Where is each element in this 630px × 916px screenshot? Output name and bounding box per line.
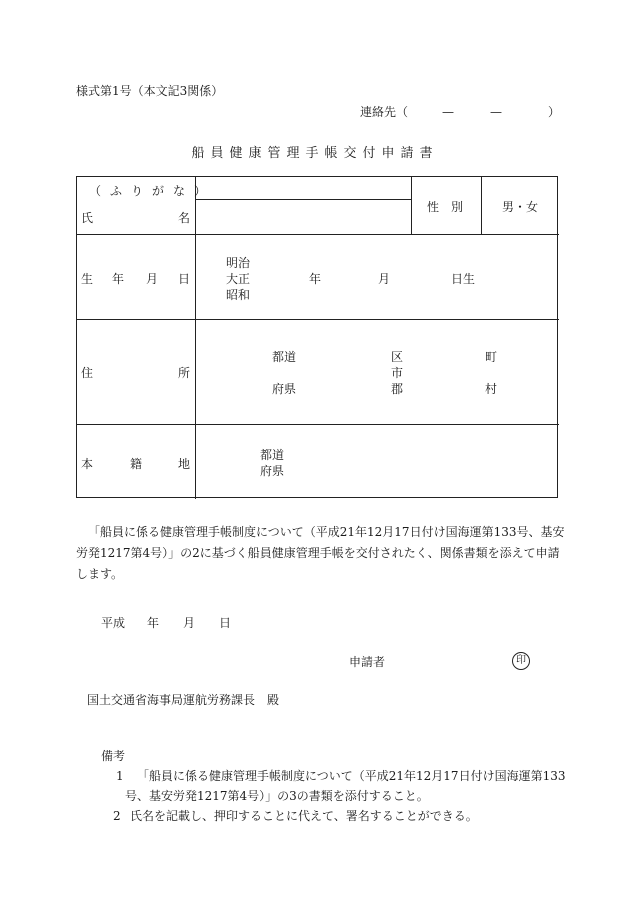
application-form-table [76,176,558,498]
birth-year: 年 [309,272,322,286]
date-month: 月 [183,616,196,630]
gender-label: 性 別 [427,200,464,214]
applicant-label: 申請者 [349,655,386,669]
address-label-1: 住 [81,366,94,380]
era-taisho: 大正 [226,272,251,286]
seal-mark: 印 [512,652,530,670]
form-number: 様式第1号（本文記3関係） [76,84,224,98]
honseki-label-2: 籍 [130,457,143,471]
birth-label-4: 日 [178,272,191,286]
address-fuken: 府県 [272,382,297,396]
note-2-line-1: 氏名を記載し、押印することに代えて、署名することができる。 [130,809,478,823]
row-divider-1 [77,234,559,235]
furigana-label: （ふりがな） [89,184,216,198]
note-2-number: 2 [113,809,121,823]
addressee: 国土交通省海事局運航労務課長 殿 [87,693,280,707]
address-shi: 市 [391,366,404,380]
honseki-todo: 都道 [260,448,285,462]
birth-label-3: 月 [146,272,159,286]
contact-close: ） [548,105,561,119]
era-showa: 昭和 [226,288,251,302]
birth-label-1: 生 [81,272,94,286]
address-todo: 都道 [272,350,297,364]
birth-label-2: 年 [112,272,125,286]
gender-column-divider-1 [411,177,412,234]
name-label-1: 氏 [81,211,94,225]
address-gun: 郡 [391,382,404,396]
note-1-line-1: 「船員に係る健康管理手帳制度について（平成21年12月17日付け国海運第133 [137,769,566,783]
address-mura: 村 [485,382,498,396]
birth-month: 月 [378,272,391,286]
gender-column-divider-2 [481,177,482,234]
honseki-fuken: 府県 [260,464,285,478]
honseki-label-3: 地 [178,457,191,471]
contact-dash-2: — [490,105,503,119]
birth-day: 日生 [451,272,476,286]
gender-value[interactable]: 男・女 [502,200,539,214]
notes-title: 備考 [101,749,126,763]
contact-dash-1: — [442,105,455,119]
date-day: 日 [219,616,232,630]
application-statement-text: 「船員に係る健康管理手帳制度について（平成21年12月17日付け国海運第133号、基安労発1217第4号）」の2に基づく船員健康管理手帳を交付されたく、関係書類を添えて申請します。 [76,525,565,581]
address-ku: 区 [391,350,404,364]
contact-line [360,103,560,120]
era-meiji: 明治 [226,256,251,270]
application-statement [76,522,566,585]
address-label-2: 所 [178,366,191,380]
honseki-label-1: 本 [81,457,94,471]
date-era: 平成 [101,616,126,630]
contact-label: 連絡先（ [360,105,409,119]
label-column-divider [195,177,196,499]
date-year: 年 [147,616,160,630]
furigana-field[interactable] [272,180,273,181]
note-1-number: 1 [116,769,124,783]
furigana-divider [195,199,411,200]
address-machi: 町 [485,350,498,364]
date-line [101,614,231,631]
note-1-line-2: 号、基安労発1217第4号）」の3の書類を添付すること。 [125,789,429,803]
document-title: 船員健康管理手帳交付申請書 [191,146,439,161]
name-label-2: 名 [178,211,191,225]
row-divider-2 [77,319,559,320]
row-divider-3 [77,424,559,425]
